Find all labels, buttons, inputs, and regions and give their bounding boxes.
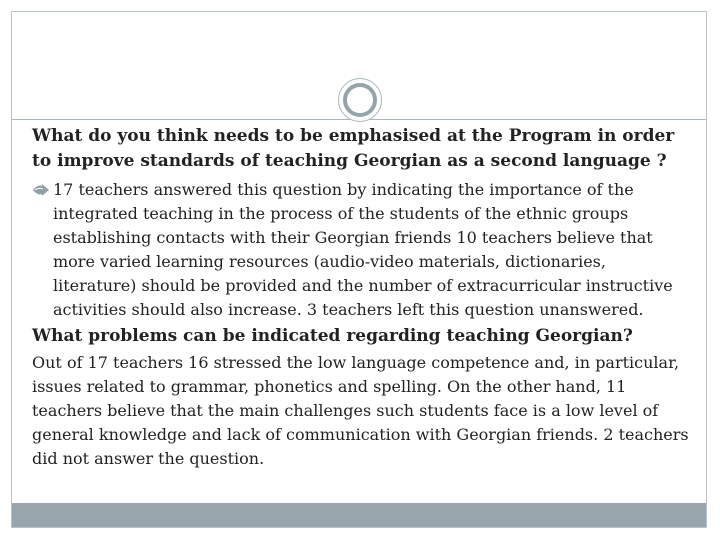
answer-2-text: Out of 17 teachers 16 stressed the low language competence and, in particular, issues related to grammar, phonetics and spelling. On the other hand, 11 teachers believe that the main challenges such students face is a low level of general knowledge and lack of communication with Georgian friends. 2 teachers did not answer the question. bbox=[32, 353, 689, 468]
question-1-heading: What do you think needs to be emphasised at the Program in order to improve standards of teaching Georgian as a second language ? bbox=[32, 126, 675, 171]
bullet-icon bbox=[33, 184, 49, 196]
slide-content bbox=[32, 124, 692, 471]
question-2-heading: What problems can be indicated regarding teaching Georgian? bbox=[32, 326, 633, 346]
footer-accent-bar bbox=[12, 503, 706, 527]
circle-ring bbox=[343, 83, 377, 117]
circle-ornament-icon bbox=[338, 78, 382, 122]
answer-1-bullet bbox=[32, 178, 692, 322]
answer-1-text: 17 teachers answered this question by indicating the importance of the integrated teaching in the process of the students of the ethnic groups establishing contacts with their Georgian friends 10 teachers believe that more varied learning resources (audio-video materials, dictionaries, literature) should be provided and the number of extracurricular instructive activities should also increase. 3 teachers left this question unanswered. bbox=[53, 180, 673, 319]
